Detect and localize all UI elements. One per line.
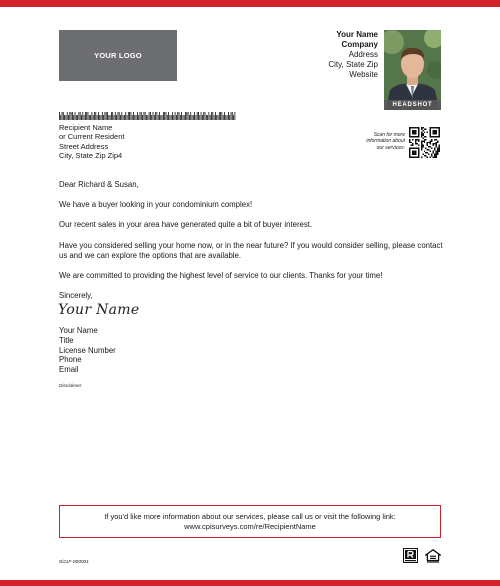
letter-paragraph-1: We have a buyer looking in your condominium complex! [59, 200, 253, 210]
bottom-accent-band [0, 580, 500, 586]
scan-line-1: Scan for more [373, 132, 405, 138]
letter-paragraph-4: We are committed to providing the highest level of service to our clients. Thanks for your time! [59, 270, 383, 280]
logo-placeholder [59, 30, 177, 81]
signoff-phone: Phone [59, 355, 82, 365]
disclaimer: Disclaimer [59, 384, 82, 389]
agent-name: Your Name [336, 30, 378, 39]
agent-address: Address [348, 50, 378, 59]
recipient-line-2: or Current Resident [59, 132, 125, 142]
scan-line-3: our services: [376, 144, 405, 151]
print-code: 9/21F-000001 [59, 560, 89, 565]
letter-greeting: Dear Richard & Susan, [59, 180, 139, 189]
info-callout-link[interactable]: www.cpisurveys.com/re/RecipientName [184, 521, 316, 531]
headshot-image [384, 30, 441, 110]
agent-website: Website [349, 70, 378, 79]
agent-info [328, 30, 378, 80]
signoff-name: Your Name [59, 326, 98, 335]
recipient-address [59, 123, 124, 161]
handwritten-signature: Your Name [58, 302, 140, 318]
signoff-email: Email [59, 365, 79, 375]
signoff-block [59, 326, 116, 375]
postal-barcode [59, 112, 239, 120]
info-callout-box [59, 505, 441, 538]
logo-text: YOUR LOGO [94, 51, 142, 60]
top-accent-band [0, 0, 500, 7]
recipient-line-1: Recipient Name [59, 123, 113, 132]
signoff-title: Title [59, 335, 74, 345]
agent-company: Company [341, 40, 378, 49]
signoff-license: License Number [59, 345, 116, 355]
scan-line-2: information about [366, 138, 405, 145]
info-callout-text: If you'd like more information about our services, please call us or visit the following link: [104, 512, 396, 521]
qr-code-icon[interactable] [409, 127, 440, 158]
recipient-line-3: Street Address [59, 141, 109, 151]
headshot-label: HEADSHOT [384, 100, 441, 110]
letter-body [59, 180, 444, 301]
scan-prompt [352, 132, 405, 151]
equal-housing-opportunity-icon [425, 549, 441, 563]
agent-city-state-zip: City, State Zip [328, 60, 378, 69]
letter-paragraph-2: Our recent sales in your area have generated quite a bit of buyer interest. [59, 220, 313, 230]
letter-paragraph-3: Have you considered selling your home now, or in the near future? If you would consider selling, please contact us and we can explore the options that are available. [59, 240, 443, 260]
realtor-logo-icon [403, 548, 418, 563]
letter-closing: Sincerely, [59, 290, 93, 300]
recipient-line-4: City, State Zip Zip4 [59, 151, 123, 161]
headshot-photo [384, 30, 441, 110]
